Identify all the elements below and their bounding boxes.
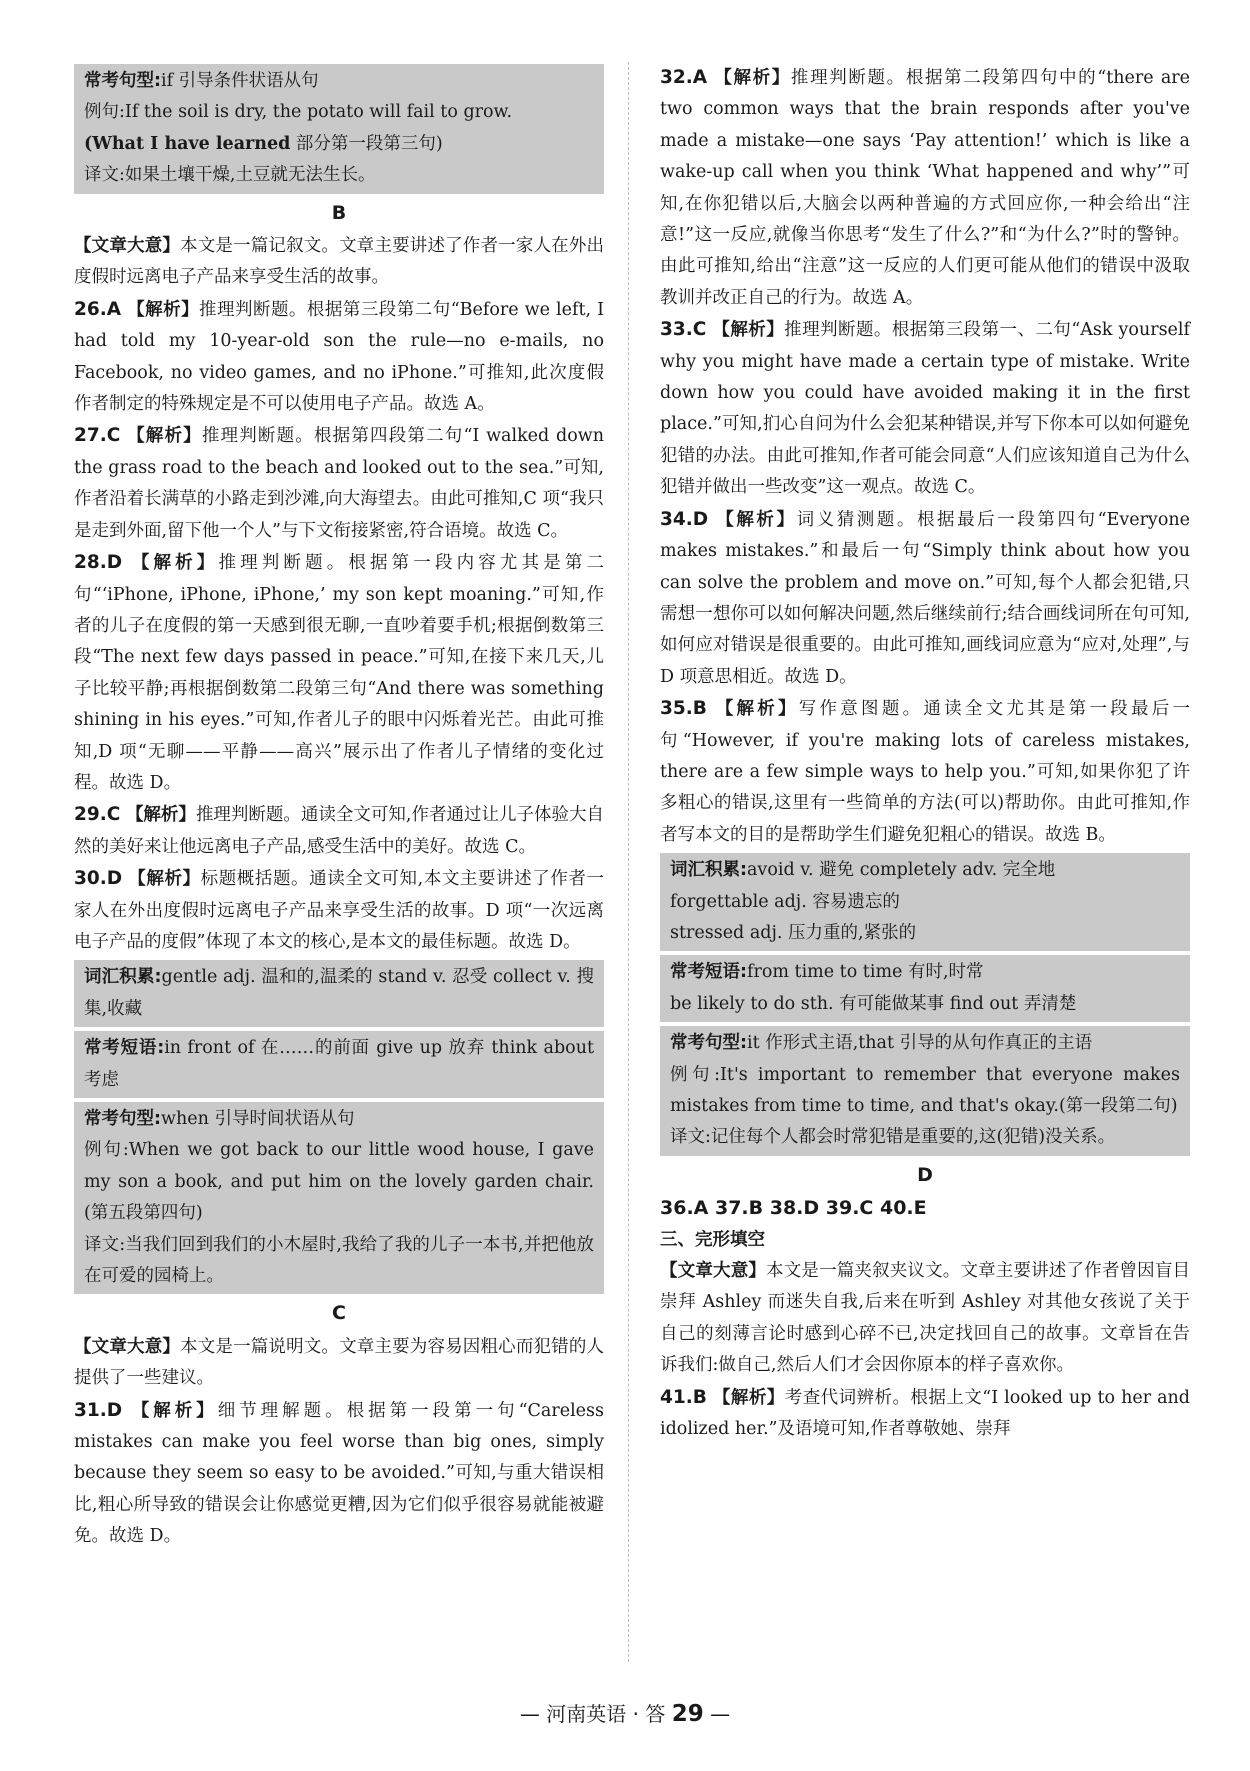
translation-text: 记住每个人都会时常犯错是重要的,这(犯错)没关系。 <box>710 1127 1116 1148</box>
answer-28 <box>74 547 604 799</box>
analysis-tag: 【解析】 <box>131 1400 218 1421</box>
answer-26 <box>74 294 604 421</box>
box-text: when 引导时间状语从句 <box>161 1109 355 1129</box>
right-column <box>660 62 1190 1445</box>
answer-32 <box>660 62 1190 314</box>
question-number: 33.C <box>660 319 707 341</box>
summary-label: 【文章大意】 <box>660 1261 767 1282</box>
example-label: 例句: <box>84 1140 129 1161</box>
page-footer <box>0 1698 1250 1727</box>
summary-text: 本文是一篇说明文。文章主要为容易因粗心而犯错的人提供了一些建议。 <box>74 1336 605 1389</box>
box-label: 常考句型: <box>84 1109 161 1129</box>
box-text: if 引导条件状语从句 <box>161 71 319 91</box>
section-heading-b: B <box>331 201 347 224</box>
section-heading-cloze: 三、完形填空 <box>660 1229 765 1250</box>
analysis-tag: 【解析】 <box>128 869 201 890</box>
translation-label: 译文: <box>84 165 125 186</box>
footer-suffix: — <box>703 1702 731 1726</box>
question-number: 30.D <box>74 868 123 890</box>
example-text: If the soil is dry, the potato will fail to grow. <box>124 102 513 123</box>
answer-34 <box>660 504 1190 693</box>
analysis-text: 推理判断题。根据第一段内容尤其是第二句“‘iPhone, iPhone, iPhone,’ my son kept moaning.”可知,作者的儿子在度假的第一天感到很无聊,一直吵着要手机;根据倒数第三段“The next few days passed in peace.”可知,在接下来几天,儿子比较平静;再根据倒数第二段第三句“And there was something shining in his eyes.”可知,作者儿子的眼中闪烁着光芒。由此可推知,D 项“无聊——平静——高兴”展示出了作者儿子情绪的变化过程。故选 D。 <box>74 553 605 793</box>
page-number: 29 <box>671 1701 704 1727</box>
vocabulary-box <box>74 960 604 1027</box>
box-label: 词汇积累: <box>84 967 162 988</box>
box-text: gentle adj. 温和的,温柔的 stand v. 忍受 collect v. 搜集,收藏 <box>84 967 595 1019</box>
answers-d: 36.A 37.B 38.D 39.C 40.E <box>660 1197 927 1220</box>
column-divider <box>628 62 629 1662</box>
analysis-tag: 【解析】 <box>125 805 196 826</box>
translation-label: 译文: <box>84 1234 126 1255</box>
analysis-tag: 【解析】 <box>127 426 202 447</box>
translation-text: 当我们回到我们的小木屋时,我给了我的儿子一本书,并把他放在可爱的园椅上。 <box>84 1234 594 1287</box>
box-line: avoid v. 避免 completely adv. 完全地 <box>747 860 1056 881</box>
source-rest: 部分第一段第三句) <box>290 133 443 154</box>
analysis-text: 推理判断题。根据第四段第二句“I walked down the grass road to the beach and looked out to the sea.”可知,作者沿着长满草的小路走到沙滩,向大海望去。由此可推知,C 项“我只是走到外面,留下他一个人”与下文衔接紧密,符合语境。故选 C。 <box>74 426 604 541</box>
question-number: 41.B <box>660 1386 707 1408</box>
analysis-text: 考查代词辨析。根据上文“I looked up to her and idolized her.”及语境可知,作者尊敬她、崇拜 <box>660 1387 1190 1440</box>
analysis-text: 推理判断题。通读全文可知,作者通过让儿子体验大自然的美好来让他远离电子产品,感受生活中的美好。故选 C。 <box>74 805 604 857</box>
example-text: When we got back to our little wood house, I gave my son a book, and put him on the lovely garden chair.(第五段第四句) <box>84 1140 594 1224</box>
box-label: 常考短语: <box>670 962 747 983</box>
box-line: be likely to do sth. 有可能做某事 find out 弄清楚 <box>670 993 1077 1014</box>
analysis-tag: 【解析】 <box>715 699 799 720</box>
analysis-text: 细节理解题。根据第一段第一句“Careless mistakes can make you feel worse than big ones, simply because they seem so easy to be avoided.”可知,与重大错误相比,粗心所导致的错误会让你感觉更糟,因为它们似乎很容易就能被避免。故选 D。 <box>74 1400 605 1547</box>
example-label: 例句: <box>670 1064 720 1085</box>
analysis-tag: 【解析】 <box>712 1387 785 1408</box>
phrase-box <box>74 1031 604 1098</box>
question-number: 26.A <box>74 298 122 320</box>
box-label: 常考短语: <box>84 1038 165 1059</box>
summary-text: 本文是一篇夹叙夹议文。文章主要讲述了作者曾因盲目崇拜 Ashley 而迷失自我,后来在听到 Ashley 对其他女孩说了关于自己的刻薄言论时感到心碎不已,决定找回自己的故事。文章旨在告诉我们:做自己,然后人们才会因你原本的样子喜欢你。 <box>660 1261 1191 1376</box>
sentence-pattern-box <box>74 1102 604 1294</box>
summary-label: 【文章大意】 <box>74 236 181 257</box>
summary-b <box>74 231 604 294</box>
analysis-text: 标题概括题。通读全文可知,本文主要讲述了作者一家人在外出度假时远离电子产品来享受生活的故事。D 项“一次远离电子产品的度假”体现了本文的核心,是本文的最佳标题。故选 D。 <box>74 869 605 952</box>
analysis-tag: 【解析】 <box>714 68 791 88</box>
analysis-text: 推理判断题。根据第三段第二句“Before we left, I had told my 10-year-old son the rule—no e-mails, no Facebook, no video games, and no iPhone.”可推知,此次度假作者制定的特殊规定是不可以使用电子产品。故选 A。 <box>74 299 604 415</box>
analysis-tag: 【解析】 <box>131 553 219 574</box>
sentence-pattern-box <box>660 1026 1190 1156</box>
question-number: 28.D <box>74 552 123 574</box>
vocabulary-box <box>660 853 1190 951</box>
answer-35 <box>660 693 1190 851</box>
box-line: stressed adj. 压力重的,紧张的 <box>670 922 917 943</box>
answer-27 <box>74 420 604 547</box>
box-line: forgettable adj. 容易遗忘的 <box>670 891 900 912</box>
answer-41 <box>660 1382 1190 1446</box>
box-label: 常考句型: <box>84 71 161 91</box>
answer-29 <box>74 799 604 863</box>
section-heading-d: D <box>917 1163 933 1186</box>
footer-prefix: — 河南英语 · 答 <box>519 1702 672 1726</box>
box-label: 词汇积累: <box>670 860 747 881</box>
box-text: it 作形式主语,that 引导的从句作真正的主语 <box>747 1033 1093 1054</box>
summary-label: 【文章大意】 <box>74 1336 181 1357</box>
question-number: 34.D <box>660 508 709 530</box>
question-number: 27.C <box>74 425 121 447</box>
source-bold: (What I have learned <box>84 133 291 154</box>
summary-cloze <box>660 1256 1190 1382</box>
section-heading-c: C <box>332 1302 346 1325</box>
summary-text: 本文是一篇记叙文。文章主要讲述了作者一家人在外出度假时远离电子产品来享受生活的故事。 <box>74 236 605 288</box>
example-text: It's important to remember that everyone makes mistakes from time to time, and that's okay.(第一段第二句) <box>670 1064 1180 1116</box>
question-number: 31.D <box>74 1399 123 1421</box>
box-line: from time to time 有时,时常 <box>747 962 984 983</box>
question-number: 29.C <box>74 804 121 826</box>
phrase-box <box>660 955 1190 1022</box>
answer-30 <box>74 863 604 958</box>
question-number: 35.B <box>660 698 707 720</box>
analysis-tag: 【解析】 <box>127 299 200 320</box>
analysis-text: 推理判断题。根据第二段第四句中的“there are two common ways that the brain responds after you've made a mistake—one says ‘Pay attention!’ which is like a wake-up call when you think ‘What happened and why’”可知,在你犯错以后,大脑会以两种普遍的方式回应你,一种会给出“注意!”这一反应,就像当你思考“发生了什么?”和“为什么?”时的警钟。由此可推知,给出“注意”这一反应的人们更可能从他们的错误中汲取教训并改正自己的行为。故选 A。 <box>660 68 1191 308</box>
box-text: in front of 在……的前面 give up 放弃 think about 考虑 <box>84 1038 594 1090</box>
left-column <box>74 62 604 1553</box>
answer-31 <box>74 1395 604 1553</box>
analysis-tag: 【解析】 <box>712 320 785 341</box>
example-label: 例句: <box>84 102 125 123</box>
answer-33 <box>660 314 1190 503</box>
summary-c <box>74 1332 604 1395</box>
box-label: 常考句型: <box>670 1033 747 1054</box>
sentence-pattern-box <box>74 64 604 194</box>
translation-text: 如果土壤干燥,土豆就无法生长。 <box>124 165 376 186</box>
analysis-text: 写作意图题。通读全文尤其是第一段最后一句“However, if you're making lots of careless mistakes, there are a few simple ways to help you.”可知,如果你犯了许多粗心的错误,这里有一些简单的方法(可以)帮助你。由此可推知,作者写本文的目的是帮助学生们避免犯粗心的错误。故选 B。 <box>660 699 1190 845</box>
analysis-text: 词义猜测题。根据最后一段第四句“Everyone makes mistakes.”和最后一句“Simply think about how you can solve the problem and move on.”可知,每个人都会犯错,只需想一想你可以如何解决问题,然后继续前行;结合画线词所在句可知,如何应对错误是很重要的。由此可推知,画线词应意为“应对,处理”,与 D 项意思相近。故选 D。 <box>660 509 1190 687</box>
analysis-text: 推理判断题。根据第三段第一、二句“Ask yourself why you might have made a certain type of mistake. Write down how you could have avoided making it in the first place.”可知,扪心自问为什么会犯某种错误,并写下你本可以如何避免犯错的办法。由此可推知,作者可能会同意“人们应该知道自己为什么犯错并做出一些改变”这一观点。故选 C。 <box>660 320 1190 498</box>
analysis-tag: 【解析】 <box>716 509 797 530</box>
question-number: 32.A <box>660 67 708 88</box>
translation-label: 译文: <box>670 1127 711 1148</box>
